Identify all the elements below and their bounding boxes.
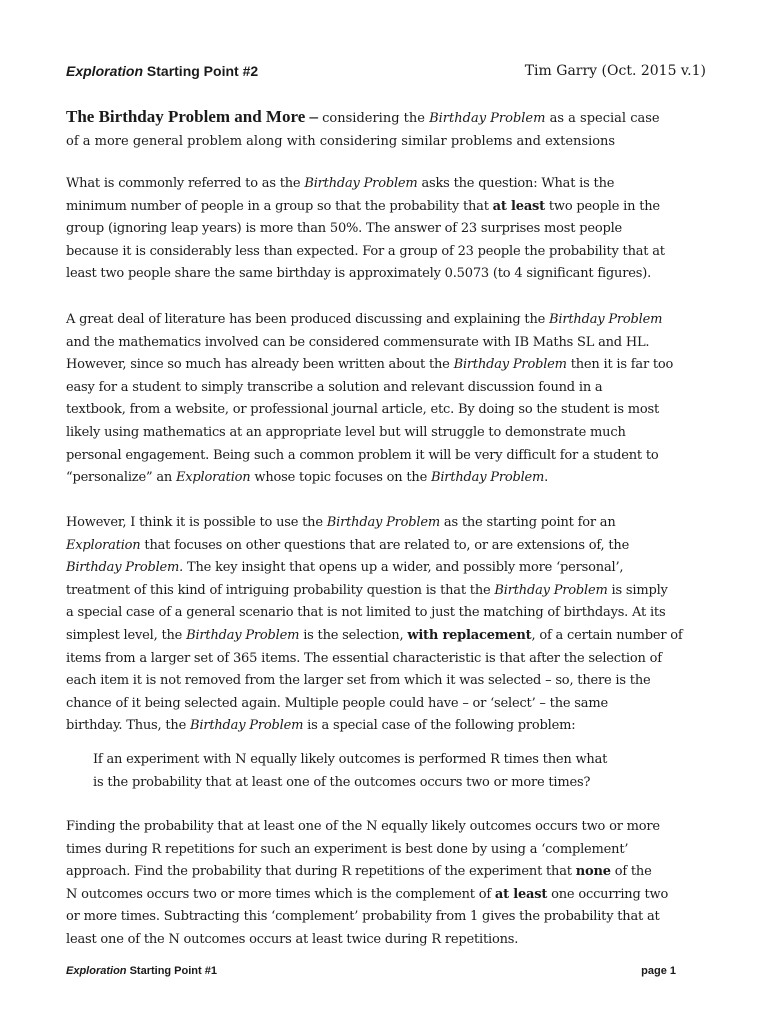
text-line [66, 906, 706, 929]
text-run: is a special case of the following problem: [303, 718, 576, 734]
text-run: minimum number of people in a group so that the probability that [66, 198, 493, 214]
text-line [66, 467, 706, 490]
text-run: or more times. Subtracting this ‘complement’ probability from 1 gives the probability that at [66, 909, 660, 925]
italic-text: Birthday Problem [549, 312, 663, 327]
text-run: However, I think it is possible to use the [66, 515, 327, 530]
text-run: that focuses on other questions that are related to, or are extensions of, the [140, 537, 630, 553]
bold-text: at least [492, 198, 545, 214]
text-line [66, 861, 706, 884]
text-run: Finding the probability that at least one of the N equally likely outcomes occurs two or more [66, 819, 660, 834]
text-line [66, 445, 706, 468]
text-line [66, 693, 706, 716]
text-line [66, 354, 706, 377]
text-run [494, 583, 607, 598]
text-line [66, 670, 706, 693]
text-line [66, 535, 706, 558]
text-line [66, 196, 706, 219]
text-line [66, 332, 706, 355]
title-subtitle-text: of a more general problem along with considering similar problems and extensions [66, 134, 616, 149]
italic-text: Exploration [176, 470, 251, 486]
text-run: whose topic focuses on the [250, 470, 431, 486]
text-run: . [544, 470, 549, 486]
text-line [66, 218, 706, 241]
text-line [66, 377, 706, 400]
text-line [66, 580, 706, 603]
text-run: , of a certain number of [531, 627, 683, 643]
text-run: asks the question: What is the [417, 176, 615, 191]
text-run: because it is considerably less than expected. For a group of 23 people the probability that at [66, 243, 665, 259]
bold-text: at least [494, 886, 548, 902]
text-run: least two people share the same birthday is approximately 0.5073 (to 4 significant figures). [66, 266, 652, 282]
text-line [66, 512, 706, 535]
bold-text: with replacement [407, 627, 532, 643]
text-run [327, 515, 440, 530]
text-run: “personalize” an [66, 470, 176, 486]
text-run [66, 560, 183, 575]
text-line [93, 749, 693, 772]
footer-page-number: page 1 [641, 965, 676, 977]
text-line [66, 241, 706, 264]
text-run: What is commonly referred to as the [66, 176, 305, 191]
text-run: birthday. Thus, the [66, 718, 191, 734]
text-run: simplest level, the [66, 627, 187, 643]
text-line [66, 422, 706, 445]
text-run: textbook, from a website, or professional journal article, etc. By doing so the student is most [66, 402, 660, 418]
italic-text: Birthday Problem [326, 515, 440, 530]
text-line [66, 557, 706, 580]
text-run: times during R repetitions for such an experiment is best done by using a ‘complement’ [66, 841, 629, 857]
text-run: If an experiment with N equally likely outcomes is performed R times then what [93, 752, 608, 767]
title-main: The Birthday Problem and More – [66, 107, 319, 126]
text-line [66, 929, 706, 952]
page-header [66, 63, 706, 83]
text-run: of the [610, 864, 652, 880]
text-run: as the starting point for an [439, 515, 616, 530]
text-run: is simply [607, 582, 668, 598]
text-line [66, 309, 706, 332]
text-run: each item it is not removed from the larger set from which it was selected – so, there is the [66, 673, 651, 689]
italic-text: Birthday Problem [431, 470, 545, 486]
text-run: approach. Find the probability that during R repetitions of the experiment that [66, 864, 576, 880]
text-run [304, 176, 417, 191]
text-run: then it is far too [566, 357, 674, 373]
text-run: items from a larger set of 365 items. The essential characteristic is that after the selection of [66, 650, 662, 666]
header-document-label: Exploration Starting Point #2 [66, 63, 259, 79]
text-line [66, 648, 706, 671]
title-subtitle-text: considering the [318, 111, 430, 126]
text-run [190, 718, 303, 733]
text-run: chance of it being selected again. Multiple people could have – or ‘select’ – the same [66, 695, 608, 711]
text-run: one occurring two [547, 886, 669, 902]
text-run: is the probability that at least one of the outcomes occurs two or more times? [93, 774, 591, 790]
text-run: is the selection, [299, 627, 408, 643]
text-run: least one of the N outcomes occurs at least twice during R repetitions. [66, 931, 519, 947]
paragraph-intro [66, 173, 706, 286]
text-run: two people in the [544, 198, 660, 214]
text-run [495, 887, 547, 902]
paragraph-literature [66, 309, 706, 490]
text-line [66, 173, 706, 196]
text-run [454, 357, 567, 372]
bold-text: none [575, 864, 611, 880]
text-run: A great deal of literature has been produced discussing and explaining the [66, 312, 550, 327]
text-run: N outcomes occurs two or more times which is the complement of [66, 886, 495, 902]
text-run: However, since so much has already been written about the [66, 357, 454, 373]
text-line [66, 816, 706, 839]
italic-text: Birthday Problem. [66, 560, 184, 576]
italic-text: Birthday Problem [186, 627, 300, 643]
text-run: and the mathematics involved can be considered commensurate with IB Maths SL and HL. [66, 334, 650, 350]
text-run [176, 470, 250, 485]
paragraph-complement-approach [66, 816, 706, 952]
text-run [576, 864, 611, 879]
page-footer [66, 965, 676, 983]
text-run: personal engagement. Being such a common problem it will be very difficult for a student to [66, 447, 659, 463]
header-author-date: Tim Garry (Oct. 2015 v.1) [524, 63, 706, 79]
text-run [66, 538, 140, 553]
text-line [66, 602, 706, 625]
problem-statement-quote [93, 749, 693, 794]
text-run: a special case of a general scenario that is not limited to just the matching of birthdays. At its [66, 605, 666, 621]
text-run: likely using mathematics at an appropriate level but will struggle to demonstrate much [66, 424, 626, 440]
text-line [66, 625, 706, 648]
text-line [66, 399, 706, 422]
text-run [549, 312, 662, 327]
text-line [66, 715, 706, 738]
italic-text: Exploration [66, 537, 141, 553]
text-line [66, 839, 706, 862]
document-title [66, 105, 706, 153]
text-run: group (ignoring leap years) is more than 50%. The answer of 23 surprises most people [66, 221, 623, 237]
text-run: The key insight that opens up a wider, and possibly more ‘personal’, [183, 560, 624, 576]
italic-text: Birthday Problem [304, 176, 418, 191]
text-line [66, 884, 706, 907]
title-subtitle-text: as a special case [545, 111, 660, 126]
text-run [493, 199, 545, 214]
paragraph-insight [66, 512, 706, 738]
text-run [407, 628, 531, 643]
text-line [93, 772, 693, 795]
italic-text: Birthday Problem [494, 582, 608, 598]
footer-document-label: Exploration Starting Point #1 [66, 965, 217, 977]
italic-text: Birthday Problem [453, 357, 567, 373]
italic-text: Birthday Problem [190, 718, 304, 734]
text-run: treatment of this kind of intriguing probability question is that the [66, 582, 495, 598]
text-run [186, 628, 299, 643]
title-italic-term: Birthday Problem [429, 111, 546, 126]
text-run [431, 470, 544, 485]
text-line [66, 263, 706, 286]
text-run: easy for a student to simply transcribe a solution and relevant discussion found in a [66, 379, 603, 395]
